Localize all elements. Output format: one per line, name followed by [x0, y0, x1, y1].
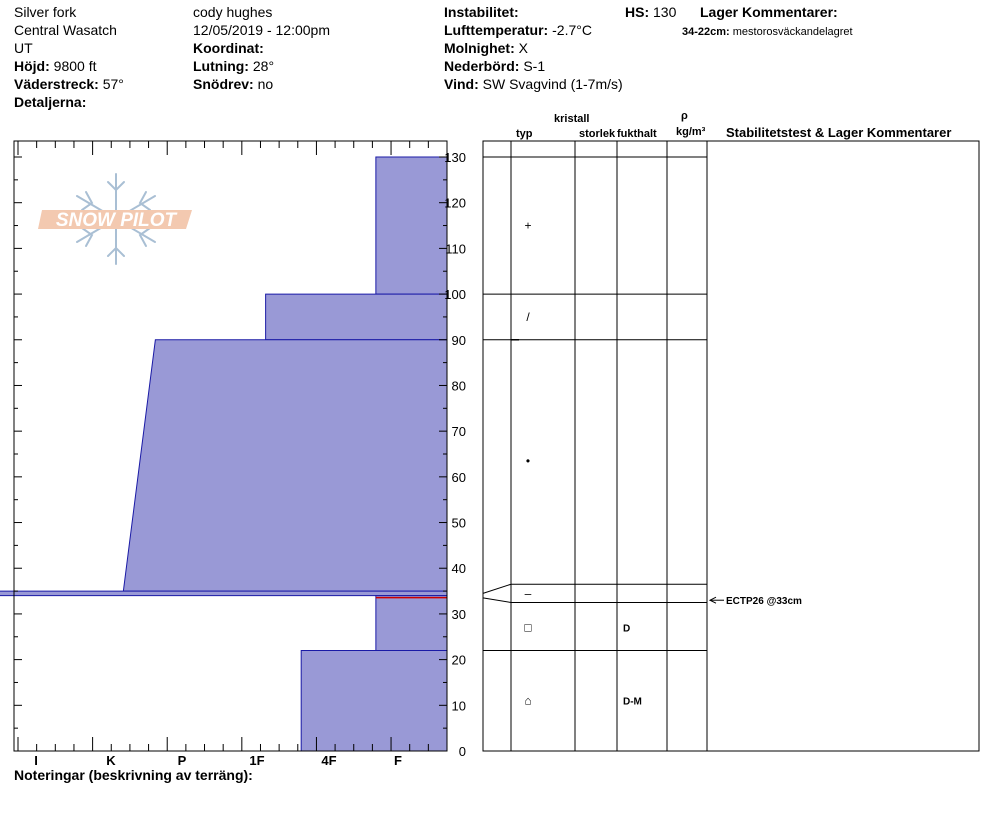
drift-value: no — [257, 76, 274, 92]
depth-tick-label: 130 — [444, 150, 466, 165]
sky-value: X — [518, 40, 528, 56]
elevation-value: 9800 ft — [53, 58, 97, 74]
hardness-layer — [376, 596, 447, 651]
depth-tick-label: 70 — [451, 424, 466, 440]
hardness-layer — [301, 650, 447, 751]
slope-label: Lutning: — [193, 58, 249, 74]
hs-value: 130 — [653, 4, 677, 20]
depth-tick-label: 20 — [451, 652, 466, 668]
hardness-tick-label: I — [34, 753, 38, 768]
notes-label: Noteringar (beskrivning av terräng): — [14, 767, 253, 783]
snowpilot-logo-text: SNOW PILOT — [55, 210, 177, 231]
layer-table-frame — [483, 141, 979, 751]
hardness-tick-label: K — [106, 753, 116, 768]
instability-label: Instabilitet: — [444, 4, 519, 20]
hardness-layer — [123, 340, 447, 591]
density-unit: kg/m³ — [676, 126, 706, 138]
wind-label: Vind: — [444, 76, 479, 92]
hardness-tick-label: 4F — [321, 753, 337, 768]
stability-test-label: ECTP26 @33cm — [726, 596, 802, 608]
depth-connector — [483, 584, 511, 593]
sky-label: Molnighet: — [444, 40, 515, 56]
depth-tick-label: 110 — [445, 241, 466, 257]
drift-label: Snödrev: — [193, 76, 254, 92]
crystal-header: kristall — [554, 113, 590, 125]
hardness-tick-label: P — [177, 753, 187, 768]
hardness-tick-label: 1F — [249, 753, 265, 768]
observation-datetime: 12/05/2019 - 12:00pm — [193, 22, 330, 38]
range-name: Central Wasatch — [14, 22, 117, 38]
coordinate-label: Koordinat: — [193, 40, 264, 56]
depth-tick-label: 100 — [444, 287, 466, 303]
depth-tick-label: 0 — [458, 744, 466, 759]
layer-comments-label: Lager Kommentarer: — [700, 4, 838, 20]
hardness-layer — [376, 157, 447, 294]
depth-tick-label: 10 — [451, 698, 466, 714]
airtemp-label: Lufttemperatur: — [444, 22, 549, 38]
grain-type-symbol: / — [526, 309, 530, 324]
depth-tick-label: 120 — [444, 195, 466, 211]
layer-comment-text: mestorosväckandelagret — [732, 26, 853, 38]
slope-value: 28° — [252, 58, 275, 74]
grain-type-symbol: + — [524, 218, 532, 233]
aspect-label: Väderstreck: — [14, 76, 99, 92]
aspect-value: 57° — [102, 76, 124, 92]
depth-tick-label: 50 — [451, 515, 466, 531]
snowpilot-logo — [38, 174, 192, 264]
precip-label: Nederbörd: — [444, 58, 520, 74]
depth-connector — [483, 598, 511, 603]
hardness-layer — [266, 294, 447, 340]
precip-value: S-1 — [523, 58, 546, 74]
depth-tick-label: 40 — [451, 561, 466, 577]
moisture-value: D — [623, 623, 631, 635]
moisture-value: D-M — [623, 696, 642, 708]
grain-type-symbol: – — [524, 586, 532, 601]
elevation-label: Höjd: — [14, 58, 50, 74]
density-symbol: ρ — [681, 110, 688, 122]
size-header: storlek — [579, 128, 616, 140]
location-name: Silver fork — [14, 4, 77, 20]
observer-name: cody hughes — [193, 4, 273, 20]
depth-tick-label: 80 — [451, 378, 466, 394]
depth-tick-label: 60 — [451, 469, 466, 485]
hardness-tick-label: F — [394, 753, 402, 768]
depth-tick-label: 90 — [451, 332, 466, 348]
layer-comment-depth: 34-22cm: — [682, 26, 730, 38]
hardness-layer — [0, 591, 447, 596]
wind-value: SW Svagvind (1-7m/s) — [482, 76, 623, 92]
grain-type-symbol: ⌂ — [524, 693, 532, 708]
state-name: UT — [14, 40, 33, 56]
grain-type-symbol: • — [525, 453, 531, 468]
airtemp-value: -2.7°C — [552, 22, 592, 38]
stability-header: Stabilitetstest & Lager Kommentarer — [726, 125, 952, 140]
moisture-header: fukthalt — [617, 128, 657, 140]
grain-type-symbol: □ — [524, 620, 532, 635]
hs-label: HS: — [625, 4, 650, 20]
type-header: typ — [516, 128, 533, 140]
depth-tick-label: 30 — [451, 606, 466, 622]
details-label: Detaljerna: — [14, 94, 87, 110]
